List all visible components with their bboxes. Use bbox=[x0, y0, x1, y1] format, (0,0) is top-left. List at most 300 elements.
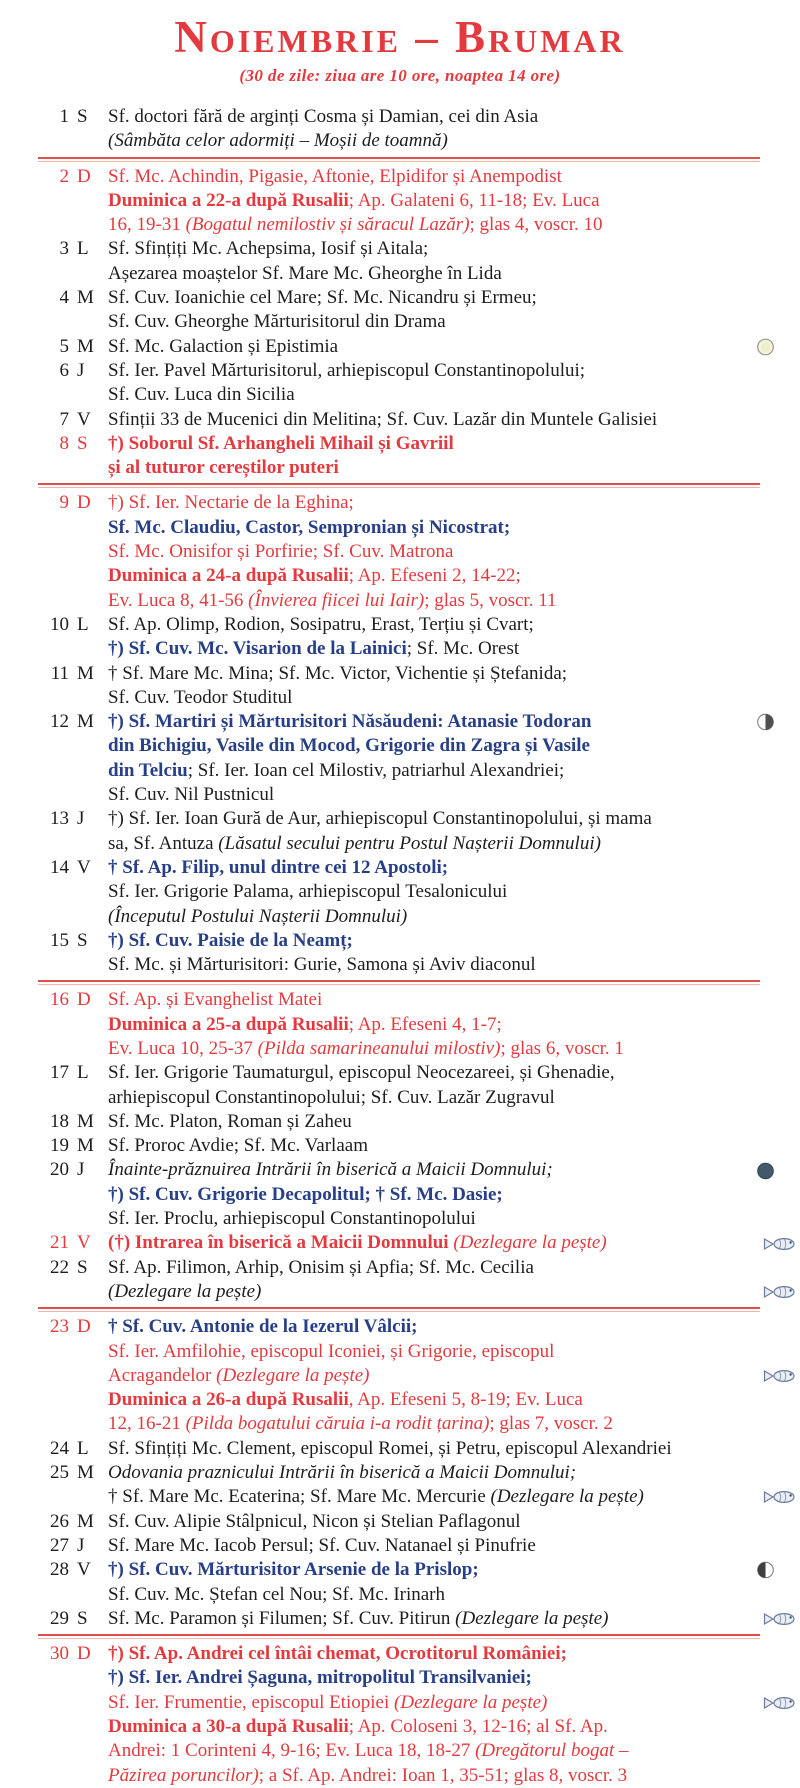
calendar-line bbox=[108, 759, 800, 783]
text-run: 12, 16-21 bbox=[108, 1413, 186, 1435]
weekday-letter: M bbox=[77, 287, 94, 309]
text-run: (†) Intrarea în biserică a Maicii Domnului bbox=[108, 1232, 454, 1254]
day-row bbox=[0, 1158, 800, 1231]
calendar-line bbox=[108, 1013, 800, 1037]
calendar-line bbox=[108, 1280, 800, 1304]
text-run: Sf. Cuv. Luca din Sicilia bbox=[108, 384, 295, 406]
calendar-line bbox=[108, 988, 800, 1012]
sunday-divider bbox=[38, 483, 760, 488]
day-row bbox=[0, 856, 800, 929]
day-cell bbox=[0, 929, 108, 953]
calendar-line bbox=[108, 540, 800, 564]
text-run: Ev. Luca 10, 25-37 bbox=[108, 1037, 258, 1059]
day-number: 14 bbox=[50, 856, 69, 878]
text-run: ; Ap. Efeseni 2, 14-22; bbox=[348, 565, 521, 587]
text-run: Sf. Ier. Pavel Mărturisitorul, arhiepiscopul Constantinopolului; bbox=[108, 359, 586, 381]
weekday-letter: D bbox=[77, 989, 91, 1011]
text-run: Sf. Mare Mc. Iacob Persul; Sf. Cuv. Natanael și Pinufrie bbox=[108, 1534, 536, 1556]
text-run: Sf. Ier. Grigorie Palama, arhiepiscopul Tesalonicului bbox=[108, 881, 508, 903]
text-run: Sfinții 33 de Mucenici din Melitina; Sf. Cuv. Lazăr din Muntele Galisiei bbox=[108, 408, 658, 430]
calendar-line bbox=[108, 1412, 800, 1436]
day-row bbox=[0, 335, 800, 359]
text-run: sa, Sf. Antuza bbox=[108, 832, 219, 854]
text-run: Duminica a 26-a după Rusalii bbox=[108, 1389, 349, 1411]
day-row bbox=[0, 1558, 800, 1607]
weekday-letter: L bbox=[77, 613, 89, 635]
day-number: 17 bbox=[50, 1062, 69, 1084]
day-row bbox=[0, 165, 800, 238]
day-entry-lines bbox=[108, 165, 800, 238]
day-entry-lines bbox=[108, 432, 800, 481]
calendar-line bbox=[108, 1485, 800, 1509]
fish-icon bbox=[763, 1611, 798, 1626]
fish-icon bbox=[763, 1285, 798, 1300]
calendar-line bbox=[108, 613, 800, 637]
text-run: Duminica a 24-a după Rusalii bbox=[108, 565, 349, 587]
calendar-line bbox=[108, 1461, 800, 1485]
weekday-letter: V bbox=[77, 856, 91, 878]
text-run: †) Soborul Sf. Arhangheli Mihail și Gavriil bbox=[108, 432, 454, 454]
calendar-line bbox=[108, 880, 800, 904]
day-number: 21 bbox=[50, 1232, 69, 1254]
sunday-divider bbox=[38, 157, 760, 162]
day-row bbox=[0, 237, 800, 286]
day-row bbox=[0, 1231, 800, 1255]
day-entry-lines bbox=[108, 1315, 800, 1436]
calendar-line bbox=[108, 929, 800, 953]
calendar-line bbox=[108, 1558, 800, 1582]
calendar-line bbox=[108, 335, 800, 359]
day-cell bbox=[0, 105, 108, 129]
text-run: Duminica a 25-a după Rusalii bbox=[108, 1013, 349, 1035]
calendar-line bbox=[108, 237, 800, 261]
day-row bbox=[0, 1510, 800, 1534]
day-cell bbox=[0, 1642, 108, 1666]
sunday-divider bbox=[38, 980, 760, 985]
sunday-divider bbox=[38, 1634, 760, 1639]
day-cell bbox=[0, 1437, 108, 1461]
calendar-line bbox=[108, 129, 800, 153]
last-quarter-moon-icon bbox=[757, 714, 774, 731]
day-entry-lines bbox=[108, 1642, 800, 1788]
fish-icon bbox=[763, 1695, 798, 1710]
calendar-line bbox=[108, 456, 800, 480]
calendar-line bbox=[108, 710, 800, 734]
day-cell bbox=[0, 1231, 108, 1255]
day-number: 8 bbox=[59, 432, 69, 454]
calendar-line bbox=[108, 1340, 800, 1364]
weekday-letter: J bbox=[77, 1534, 85, 1556]
calendar-line bbox=[108, 1183, 800, 1207]
day-entry-lines bbox=[108, 1134, 800, 1158]
day-number: 20 bbox=[50, 1159, 69, 1181]
text-run: Sf. Sfințiți Mc. Achepsima, Iosif și Aitala; bbox=[108, 238, 429, 260]
text-run: Duminica a 22-a după Rusalii bbox=[108, 189, 349, 211]
text-run: Andrei: 1 Corinteni 4, 9-16; Ev. Luca 18, 18-27 bbox=[108, 1740, 476, 1762]
weekday-letter: S bbox=[77, 432, 88, 454]
calendar-line bbox=[108, 832, 800, 856]
day-entry-lines bbox=[108, 105, 800, 154]
calendar-line bbox=[108, 1231, 800, 1255]
text-run: ; a Sf. Ap. Andrei: Ioan 1, 35-51; glas 8, voscr. 3 bbox=[258, 1764, 628, 1786]
day-row bbox=[0, 408, 800, 432]
text-run: Sf. Cuv. Gheorghe Mărturisitorul din Drama bbox=[108, 311, 446, 333]
text-run: Sf. Cuv. Alipie Stâlpnicul, Nicon și Stelian Paflagonul bbox=[108, 1510, 521, 1532]
text-run: Sf. Cuv. Ioanichie cel Mare; Sf. Mc. Nicandru și Ermeu; bbox=[108, 287, 537, 309]
text-run: ; Ap. Galateni 6, 11-18; Ev. Luca bbox=[348, 189, 600, 211]
day-cell bbox=[0, 491, 108, 515]
day-entry-lines bbox=[108, 408, 800, 432]
calendar-line bbox=[108, 189, 800, 213]
calendar-line bbox=[108, 1715, 800, 1739]
text-run: ; glas 4, voscr. 10 bbox=[469, 214, 603, 236]
text-run: † Sf. Mare Mc. Mina; Sf. Mc. Victor, Vichentie și Ștefanida; bbox=[108, 662, 568, 684]
text-run: (Sâmbăta celor adormiți – Moșii de toamnă) bbox=[108, 130, 448, 152]
day-row bbox=[0, 1315, 800, 1436]
day-row bbox=[0, 807, 800, 856]
day-cell bbox=[0, 1134, 108, 1158]
text-run: †) Sf. Ier. Ioan Gură de Aur, arhiepiscopul Constantinopolului, și mama bbox=[108, 808, 652, 830]
text-run: †) Sf. Cuv. Paisie de la Neamț; bbox=[108, 929, 353, 951]
full-moon-icon bbox=[757, 338, 774, 355]
calendar-line bbox=[108, 734, 800, 758]
calendar-line bbox=[108, 1134, 800, 1158]
text-run: Sf. Mc. Paramon și Filumen; Sf. Cuv. Pitirun bbox=[108, 1607, 456, 1629]
text-run: Sf. Ier. Frumentie, episcopul Etiopiei bbox=[108, 1691, 395, 1713]
day-entry-lines bbox=[108, 359, 800, 408]
day-number: 23 bbox=[50, 1316, 69, 1338]
text-run: (Dezlegare la pește) bbox=[394, 1691, 548, 1713]
day-cell bbox=[0, 856, 108, 880]
text-run: Sf. Mc. Galaction și Epistimia bbox=[108, 335, 339, 357]
day-row bbox=[0, 662, 800, 711]
text-run: (Dezlegare la pește) bbox=[108, 1280, 262, 1302]
text-run: Sf. Mc. Claudiu, Castor, Sempronian și Nicostrat; bbox=[108, 516, 511, 538]
weekday-letter: M bbox=[77, 1462, 94, 1484]
weekday-letter: D bbox=[77, 165, 91, 187]
calendar-line bbox=[108, 105, 800, 129]
calendar-line bbox=[108, 1666, 800, 1690]
day-entry-lines bbox=[108, 1510, 800, 1534]
weekday-letter: M bbox=[77, 662, 94, 684]
day-entry-lines bbox=[108, 1256, 800, 1305]
day-entry-lines bbox=[108, 335, 800, 359]
text-run: Sf. Cuv. Nil Pustnicul bbox=[108, 784, 275, 806]
text-run: Sf. Ier. Amfilohie, episcopul Iconiei, și Grigorie, episcopul bbox=[108, 1340, 555, 1362]
calendar-line bbox=[108, 1642, 800, 1666]
text-run: † Sf. Cuv. Antonie de la Iezerul Vâlcii; bbox=[108, 1316, 418, 1338]
calendar-line bbox=[108, 905, 800, 929]
day-row bbox=[0, 1534, 800, 1558]
calendar-line bbox=[108, 1110, 800, 1134]
weekday-letter: M bbox=[77, 1110, 94, 1132]
text-run: (Învierea fiicei lui Iair) bbox=[248, 589, 425, 611]
day-cell bbox=[0, 662, 108, 686]
calendar-line bbox=[108, 1364, 800, 1388]
weekday-letter: M bbox=[77, 1135, 94, 1157]
calendar-line bbox=[108, 1691, 800, 1715]
text-run: Sf. Mc. și Mărturisitori: Gurie, Samona și Aviv diaconul bbox=[108, 954, 536, 976]
day-row bbox=[0, 1437, 800, 1461]
day-number: 4 bbox=[59, 287, 69, 309]
page-subtitle: (30 de zile: ziua are 10 ore, noaptea 14 ore) bbox=[239, 66, 561, 85]
day-entry-lines bbox=[108, 286, 800, 335]
day-cell bbox=[0, 1158, 108, 1182]
weekday-letter: V bbox=[77, 1559, 91, 1581]
text-run: †) Sf. Ier. Andrei Șaguna, mitropolitul Transilvaniei; bbox=[108, 1667, 532, 1689]
text-run: Sf. doctori fără de arginți Cosma și Damian, cei din Asia bbox=[108, 106, 539, 127]
day-row bbox=[0, 1134, 800, 1158]
day-row bbox=[0, 491, 800, 612]
text-run: Acragandelor bbox=[108, 1364, 217, 1386]
text-run: (Dezlegare la pește) bbox=[453, 1232, 607, 1254]
fish-icon bbox=[763, 1490, 798, 1505]
day-cell bbox=[0, 1607, 108, 1631]
fish-icon bbox=[763, 1236, 798, 1251]
day-row bbox=[0, 1256, 800, 1305]
day-number: 9 bbox=[59, 492, 69, 514]
day-number: 25 bbox=[50, 1462, 69, 1484]
day-number: 24 bbox=[50, 1437, 69, 1459]
text-run: ; Ap. Efeseni 4, 1-7; bbox=[348, 1013, 502, 1035]
calendar-line bbox=[108, 686, 800, 710]
day-number: 16 bbox=[50, 989, 69, 1011]
day-row bbox=[0, 710, 800, 807]
day-row bbox=[0, 286, 800, 335]
day-entry-lines bbox=[108, 1158, 800, 1231]
calendar-line bbox=[108, 432, 800, 456]
text-run: ; Ap. Coloseni 3, 12-16; al Sf. Ap. bbox=[348, 1716, 608, 1737]
day-row bbox=[0, 1642, 800, 1788]
text-run: Ev. Luca 8, 41-56 bbox=[108, 589, 249, 611]
day-number: 12 bbox=[50, 711, 69, 733]
day-cell bbox=[0, 1510, 108, 1534]
text-run: și al tuturor cereștilor puteri bbox=[108, 457, 339, 479]
text-run: Sf. Ier. Grigorie Taumaturgul, episcopul Neocezareei, și Ghenadie, bbox=[108, 1062, 615, 1084]
day-entry-lines bbox=[108, 1607, 800, 1631]
day-number: 11 bbox=[50, 662, 69, 684]
weekday-letter: J bbox=[77, 359, 85, 381]
text-run: (Dregătorul bogat – bbox=[475, 1740, 629, 1762]
text-run: (Dezlegare la pește) bbox=[216, 1364, 370, 1386]
calendar-line bbox=[108, 637, 800, 661]
calendar-line bbox=[108, 1061, 800, 1085]
day-number: 19 bbox=[50, 1135, 69, 1157]
calendar-line bbox=[108, 1764, 800, 1788]
day-number: 26 bbox=[50, 1510, 69, 1532]
day-number: 5 bbox=[59, 335, 69, 357]
calendar-line bbox=[108, 1086, 800, 1110]
day-cell bbox=[0, 432, 108, 456]
calendar-line bbox=[108, 286, 800, 310]
calendar-line bbox=[108, 165, 800, 189]
calendar-line bbox=[108, 1607, 800, 1631]
day-number: 27 bbox=[50, 1534, 69, 1556]
calendar-line bbox=[108, 1534, 800, 1558]
calendar-line bbox=[108, 383, 800, 407]
text-run: Sf. Ap. Olimp, Rodion, Sosipatru, Erast, Terțiu și Cvart; bbox=[108, 613, 534, 635]
day-entry-lines bbox=[108, 1437, 800, 1461]
weekday-letter: J bbox=[77, 808, 85, 830]
calendar-line bbox=[108, 1583, 800, 1607]
day-row bbox=[0, 988, 800, 1061]
day-number: 3 bbox=[59, 238, 69, 260]
day-cell bbox=[0, 335, 108, 359]
text-run: Sf. Cuv. Mc. Ștefan cel Nou; Sf. Mc. Irinarh bbox=[108, 1583, 446, 1605]
weekday-letter: S bbox=[77, 106, 88, 127]
day-cell bbox=[0, 408, 108, 432]
day-number: 22 bbox=[50, 1256, 69, 1278]
day-entry-lines bbox=[108, 1534, 800, 1558]
text-run: (Dezlegare la pește) bbox=[455, 1607, 609, 1629]
day-row bbox=[0, 1110, 800, 1134]
weekday-letter: J bbox=[77, 1159, 85, 1181]
day-number: 6 bbox=[59, 359, 69, 381]
text-run: (Bogatul nemilostiv și săracul Lazăr) bbox=[185, 214, 470, 236]
day-entry-lines bbox=[108, 1461, 800, 1510]
text-run: †) Sf. Cuv. Mărturisitor Arsenie de la Prislop; bbox=[108, 1559, 479, 1581]
text-run: (Pilda samarineanului milostiv) bbox=[257, 1037, 501, 1059]
text-run: Odovania praznicului Intrării în biserică a Maicii Domnului; bbox=[108, 1462, 577, 1484]
day-entry-lines bbox=[108, 710, 800, 807]
weekday-letter: D bbox=[77, 492, 91, 514]
weekday-letter: S bbox=[77, 1607, 88, 1629]
day-entry-lines bbox=[108, 856, 800, 929]
text-run: Sf. Proroc Avdie; Sf. Mc. Varlaam bbox=[108, 1135, 368, 1157]
fish-icon bbox=[763, 1368, 798, 1383]
calendar-line bbox=[108, 1256, 800, 1280]
text-run: Așezarea moaștelor Sf. Mare Mc. Gheorghe în Lida bbox=[108, 262, 502, 284]
weekday-letter: L bbox=[77, 1437, 89, 1459]
calendar-line bbox=[108, 1158, 800, 1182]
text-run: (Lăsatul secului pentru Postul Nașterii Domnului) bbox=[218, 832, 601, 854]
text-run: Duminica a 30-a după Rusalii bbox=[108, 1716, 349, 1737]
text-run: Sf. Mc. Platon, Roman și Zaheu bbox=[108, 1110, 352, 1132]
calendar-line bbox=[108, 1739, 800, 1763]
calendar-line bbox=[108, 1037, 800, 1061]
text-run: †) Sf. Cuv. Grigorie Decapolitul; † Sf. Mc. Dasie; bbox=[108, 1183, 503, 1205]
day-row bbox=[0, 1061, 800, 1110]
calendar-list bbox=[0, 105, 800, 1788]
day-cell bbox=[0, 1558, 108, 1582]
day-cell bbox=[0, 1461, 108, 1485]
weekday-letter: M bbox=[77, 1510, 94, 1532]
day-entry-lines bbox=[108, 1110, 800, 1134]
day-cell bbox=[0, 237, 108, 261]
day-entry-lines bbox=[108, 491, 800, 612]
day-cell bbox=[0, 613, 108, 637]
text-run: †) Sf. Cuv. Mc. Visarion de la Lainici bbox=[108, 638, 407, 660]
day-cell bbox=[0, 988, 108, 1012]
text-run: (Începutul Postului Nașterii Domnului) bbox=[108, 905, 408, 927]
day-number: 13 bbox=[50, 808, 69, 830]
sunday-divider bbox=[38, 1307, 760, 1312]
day-cell bbox=[0, 1315, 108, 1339]
text-run: Sf. Ier. Proclu, arhiepiscopul Constantinopolului bbox=[108, 1208, 476, 1230]
day-cell bbox=[0, 1256, 108, 1280]
calendar-line bbox=[108, 589, 800, 613]
weekday-letter: S bbox=[77, 1256, 88, 1278]
calendar-line bbox=[108, 953, 800, 977]
day-number: 15 bbox=[50, 929, 69, 951]
calendar-line bbox=[108, 310, 800, 334]
text-run: † Sf. Ap. Filip, unul dintre cei 12 Apostoli; bbox=[108, 856, 449, 878]
day-row bbox=[0, 1461, 800, 1510]
calendar-line bbox=[108, 1510, 800, 1534]
day-number: 30 bbox=[50, 1643, 69, 1665]
weekday-letter: V bbox=[77, 1232, 91, 1254]
text-run: †) Sf. Martiri și Mărturisitori Năsăudeni: Atanasie Todoran bbox=[108, 711, 592, 733]
text-run: † Sf. Mare Mc. Ecaterina; Sf. Mare Mc. Mercurie bbox=[108, 1486, 491, 1508]
text-run: din Bichigiu, Vasile din Mocod, Grigorie din Zagra și Vasile bbox=[108, 735, 590, 757]
day-cell bbox=[0, 286, 108, 310]
text-run: ; glas 7, voscr. 2 bbox=[489, 1413, 613, 1435]
text-run: Sf. Cuv. Teodor Studitul bbox=[108, 686, 293, 708]
day-entry-lines bbox=[108, 1558, 800, 1607]
calendar-line bbox=[108, 1315, 800, 1339]
new-moon-icon bbox=[757, 1162, 774, 1179]
day-entry-lines bbox=[108, 1231, 800, 1255]
text-run: Păzirea poruncilor) bbox=[108, 1764, 259, 1786]
text-run: †) Sf. Ier. Nectarie de la Eghina; bbox=[108, 492, 354, 514]
weekday-letter: M bbox=[77, 711, 94, 733]
calendar-line bbox=[108, 408, 800, 432]
weekday-letter: D bbox=[77, 1316, 91, 1338]
text-run: Înainte-prăznuirea Intrării în biserică a Maicii Domnului; bbox=[108, 1159, 553, 1181]
text-run: †) Sf. Ap. Andrei cel întâi chemat, Ocrotitorul României; bbox=[108, 1643, 567, 1665]
day-cell bbox=[0, 807, 108, 831]
text-run: Sf. Sfințiți Mc. Clement, episcopul Romei, și Petru, episcopul Alexandriei bbox=[108, 1437, 672, 1459]
day-cell bbox=[0, 1110, 108, 1134]
text-run: Sf. Ap. și Evanghelist Matei bbox=[108, 989, 323, 1011]
weekday-letter: L bbox=[77, 1062, 89, 1084]
day-row bbox=[0, 432, 800, 481]
day-number: 18 bbox=[50, 1110, 69, 1132]
day-entry-lines bbox=[108, 807, 800, 856]
day-entry-lines bbox=[108, 1061, 800, 1110]
calendar-line bbox=[108, 564, 800, 588]
calendar-line bbox=[108, 516, 800, 540]
day-cell bbox=[0, 165, 108, 189]
text-run: Sf. Mc. Onisifor și Porfirie; Sf. Cuv. Matrona bbox=[108, 541, 454, 563]
day-entry-lines bbox=[108, 237, 800, 286]
page-header bbox=[0, 0, 800, 87]
day-number: 7 bbox=[59, 408, 69, 430]
weekday-letter: D bbox=[77, 1643, 91, 1665]
text-run: Sf. Mc. Achindin, Pigasie, Aftonie, Elpidifor și Anempodist bbox=[108, 165, 562, 187]
day-cell bbox=[0, 359, 108, 383]
calendar-line bbox=[108, 856, 800, 880]
text-run: arhiepiscopul Constantinopolului; Sf. Cuv. Lazăr Zugravul bbox=[108, 1086, 555, 1108]
text-run: ; glas 5, voscr. 11 bbox=[424, 589, 557, 611]
calendar-line bbox=[108, 807, 800, 831]
text-run: ; Sf. Ier. Ioan cel Milostiv, patriarhul Alexandriei; bbox=[187, 759, 565, 781]
text-run: (Pilda bogatului căruia i-a rodit țarina) bbox=[185, 1413, 490, 1435]
day-cell bbox=[0, 1061, 108, 1085]
calendar-line bbox=[108, 662, 800, 686]
day-number: 2 bbox=[59, 165, 69, 187]
calendar-line bbox=[108, 783, 800, 807]
day-row bbox=[0, 613, 800, 662]
text-run: 16, 19-31 bbox=[108, 214, 186, 236]
text-run: ; glas 6, voscr. 1 bbox=[500, 1037, 624, 1059]
calendar-line bbox=[108, 1207, 800, 1231]
day-cell bbox=[0, 710, 108, 734]
day-entry-lines bbox=[108, 613, 800, 662]
day-row bbox=[0, 359, 800, 408]
day-row bbox=[0, 1607, 800, 1631]
day-number: 29 bbox=[50, 1607, 69, 1629]
